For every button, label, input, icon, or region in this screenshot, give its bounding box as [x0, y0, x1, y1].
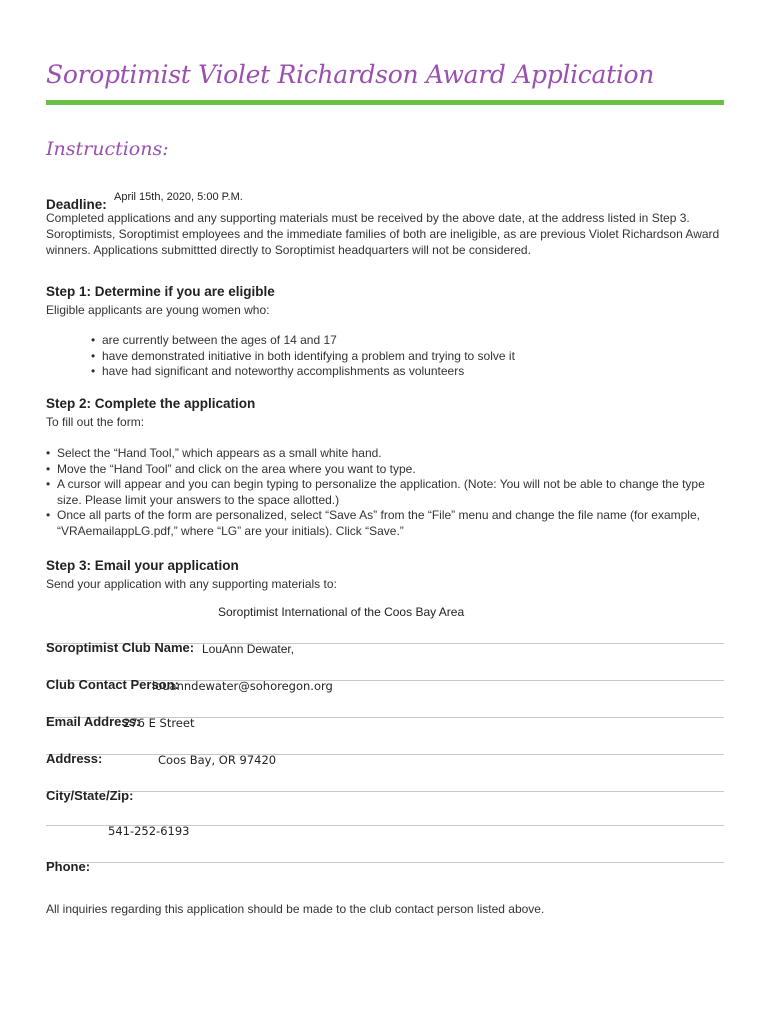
deadline-description: Completed applications and any supporting materials must be received by the above date, at the address listed in Step 3. Soroptimists, Soroptimist employees and the immediate families of both are ineligible, as are previous Violet Richardson Award winners. Applications submittted directly to Soroptimist headquarters will not be considered. [46, 211, 720, 257]
title-divider [46, 100, 724, 105]
page-title: Soroptimist Violet Richardson Award Application [46, 60, 655, 89]
deadline-label: Deadline: [46, 197, 107, 212]
address-field[interactable]: 276 E Street [123, 716, 195, 730]
step3-intro: Send your application with any supporting materials to: [46, 577, 337, 591]
email-label: Email Address: [46, 714, 141, 729]
step1-intro: Eligible applicants are young women who: [46, 303, 270, 317]
email-field[interactable]: louanndewater@sohoregon.org [152, 679, 333, 693]
instructions-list [46, 446, 716, 539]
list-item: • have demonstrated initiative in both identifying a problem and trying to solve it [91, 349, 515, 365]
deadline-value[interactable]: April 15th, 2020, 5:00 P.M. [114, 191, 243, 203]
phone-row [46, 824, 724, 874]
footer-note: All inquiries regarding this application should be made to the club contact person listed above. [46, 902, 545, 916]
step2-intro: To fill out the form: [46, 415, 145, 429]
list-item: • Move the “Hand Tool” and click on the area where you want to type. [46, 462, 716, 478]
club-name-field[interactable]: Soroptimist International of the Coos Bay Area [218, 605, 465, 619]
phone-field[interactable]: 541-252-6193 [108, 824, 190, 838]
list-item: • Select the “Hand Tool,” which appears as a small white hand. [46, 446, 716, 462]
list-item: • Once all parts of the form are personalized, select “Save As” from the “File” menu and change the file name (for example, “VRAemailappLG.pdf,” where “LG” are your initials). Click “Save.” [46, 508, 716, 539]
eligibility-list [91, 333, 515, 380]
contact-person-label: Club Contact Person: [46, 677, 179, 692]
list-item: • A cursor will appear and you can begin typing to personalize the application. (Note: You will not be able to change the type size. Please limit your answers to the space allotted.) [46, 477, 716, 508]
address-label: Address: [46, 751, 103, 766]
list-item: • are currently between the ages of 14 and 17 [91, 333, 515, 349]
city-state-zip-field[interactable]: Coos Bay, OR 97420 [158, 753, 277, 767]
instructions-heading: Instructions: [46, 138, 169, 160]
step1-heading: Step 1: Determine if you are eligible [46, 284, 275, 299]
city-state-zip-label: City/State/Zip: [46, 788, 134, 803]
step3-heading: Step 3: Email your application [46, 558, 239, 573]
list-item: • have had significant and noteworthy accomplishments as volunteers [91, 364, 515, 380]
step2-heading: Step 2: Complete the application [46, 396, 256, 411]
contact-person-field[interactable]: LouAnn Dewater, [202, 642, 295, 656]
club-name-label: Soroptimist Club Name: [46, 640, 195, 655]
phone-label: Phone: [46, 859, 91, 874]
